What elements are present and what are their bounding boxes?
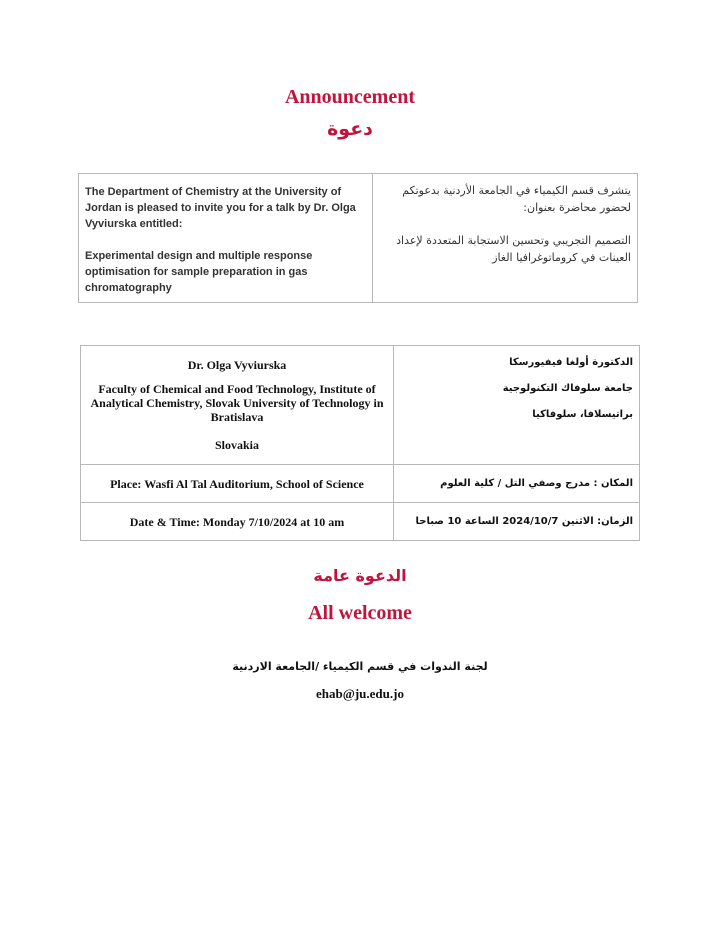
speaker-name-ar: الدكتورة أولغا فيفيورسكا: [509, 357, 633, 368]
speaker-affiliation-ar: جامعة سلوفاك التكنولوجية: [502, 383, 633, 394]
place-ar: المكان : مدرج وصفي التل / كلية العلوم: [394, 465, 640, 503]
invitation-table: [78, 173, 638, 303]
invitation-intro-en: The Department of Chemistry at the University of Jordan is pleased to invite you for a talk by Dr. Olga Vyviurska entitled:: [85, 186, 356, 230]
talk-title-en: Experimental design and multiple response optimisation for sample preparation in gas chromatography: [85, 250, 313, 294]
details-table: [80, 345, 640, 541]
speaker-name-en: Dr. Olga Vyviurska: [187, 358, 287, 372]
place-en: Place: Wasfi Al Tal Auditorium, School of Science: [81, 465, 394, 503]
datetime-ar: الزمان: الاثنين 2024/10/7 الساعة 10 صباحا: [394, 503, 640, 541]
invitation-arabic-cell: [373, 174, 638, 303]
invitation-english-cell: [79, 174, 373, 303]
welcome-english: All welcome: [308, 602, 412, 624]
invitation-intro-ar: يتشرف قسم الكيمياء في الجامعة الأردنية بدعوتكم لحضور محاضرة بعنوان:: [402, 184, 631, 214]
speaker-affiliation-en: Faculty of Chemical and Food Technology, Institute of Analytical Chemistry, Slovak University of Technology in Bratislava: [90, 382, 384, 424]
speaker-arabic-cell: [394, 346, 640, 465]
speaker-location-ar: براتيسلافا، سلوفاكيا: [532, 409, 633, 420]
talk-title-ar: التصميم التجريبي وتحسين الاستجابة المتعددة لإعداد العينات في كروماتوغرافيا الغاز: [396, 234, 631, 264]
speaker-english-cell: [81, 346, 394, 465]
contact-email[interactable]: ehab@ju.edu.jo: [316, 686, 404, 701]
committee-signature: لجنة الندوات في قسم الكيمياء /الجامعة الاردنية: [232, 660, 488, 673]
welcome-arabic: الدعوة عامة: [313, 566, 407, 585]
datetime-en: Date & Time: Monday 7/10/2024 at 10 am: [81, 503, 394, 541]
announcement-title: Announcement: [284, 86, 415, 108]
announcement-title-arabic: دعوة: [327, 118, 373, 140]
speaker-country-en: Slovakia: [214, 438, 259, 452]
